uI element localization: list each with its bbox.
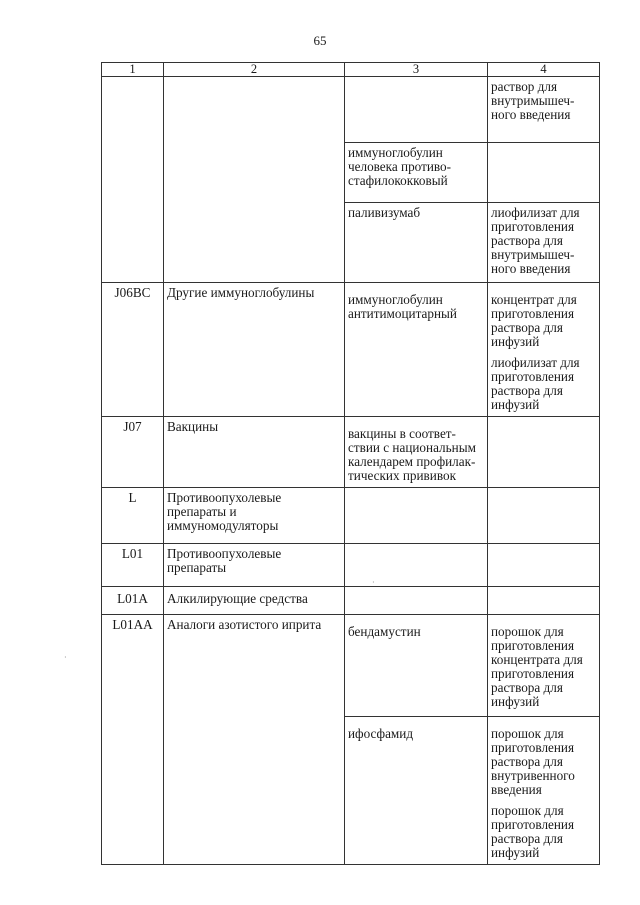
group-cell xyxy=(164,77,345,283)
form-cell xyxy=(488,615,600,717)
substance-cell xyxy=(345,77,488,143)
dosage-form: концентрат для приготовления раствора для инфузий xyxy=(491,292,577,349)
form-cell xyxy=(488,283,600,417)
code-cell: L xyxy=(102,488,164,544)
form-cell xyxy=(488,544,600,587)
substance-cell: вакцины в соответ-ствии с национальным календарем профилак-тических прививок xyxy=(345,417,488,488)
group-cell: Вакцины xyxy=(164,417,345,488)
table-header-row xyxy=(102,63,600,77)
code-cell: L01 xyxy=(102,544,164,587)
table-row xyxy=(102,488,600,544)
scan-speck: · xyxy=(372,578,375,587)
group-cell: Другие иммуноглобулины xyxy=(164,283,345,417)
column-number-3: 3 xyxy=(345,63,488,77)
substance-cell: иммуноглобулин антитимоцитарный xyxy=(345,283,488,417)
code-cell: L01AA xyxy=(102,615,164,865)
dosage-form: лиофилизат для приготовления раствора для инфузий xyxy=(491,355,580,412)
code-cell: L01A xyxy=(102,587,164,615)
table-row xyxy=(102,544,600,587)
code-cell xyxy=(102,77,164,283)
form-cell xyxy=(488,717,600,865)
page-number: 65 xyxy=(313,33,327,48)
form-cell xyxy=(488,488,600,544)
substance-cell: ифосфамид xyxy=(345,717,488,865)
form-cell xyxy=(488,587,600,615)
group-cell: Противоопухолевые препараты и иммуномодуляторы xyxy=(164,488,345,544)
table-row xyxy=(102,417,600,488)
substance-cell: иммуноглобулин человека противо-стафилококковый xyxy=(345,143,488,203)
table-row xyxy=(102,587,600,615)
form-cell xyxy=(488,203,600,283)
dosage-form: порошок для приготовления концентрата для приготовления раствора для инфузий xyxy=(491,624,583,709)
form-cell xyxy=(488,77,600,143)
column-number-2: 2 xyxy=(164,63,345,77)
group-cell: Противоопухолевые препараты xyxy=(164,544,345,587)
table-row xyxy=(102,615,600,717)
substance-cell: бендамустин xyxy=(345,615,488,717)
table-row xyxy=(102,283,600,417)
code-cell: J07 xyxy=(102,417,164,488)
group-cell: Алкилирующие средства xyxy=(164,587,345,615)
dosage-form: порошок для приготовления раствора для инфузий xyxy=(491,803,575,860)
substance-cell: паливизумаб xyxy=(345,203,488,283)
form-cell xyxy=(488,417,600,488)
group-cell: Аналоги азотистого иприта xyxy=(164,615,345,865)
column-number-4: 4 xyxy=(488,63,600,77)
drug-table xyxy=(101,62,600,865)
code-cell: J06BC xyxy=(102,283,164,417)
column-number-1: 1 xyxy=(102,63,164,77)
form-cell xyxy=(488,143,600,203)
dosage-form: лиофилизат для приготовления раствора для внутримышеч-ного введения xyxy=(491,205,580,276)
substance-cell xyxy=(345,488,488,544)
scan-speck: · xyxy=(64,653,67,662)
dosage-form: порошок для приготовления раствора для внутривенного введения xyxy=(491,726,575,797)
table-row xyxy=(102,77,600,143)
substance-cell xyxy=(345,587,488,615)
substance-cell xyxy=(345,544,488,587)
dosage-form: раствор для внутримышеч-ного введения xyxy=(491,79,575,122)
